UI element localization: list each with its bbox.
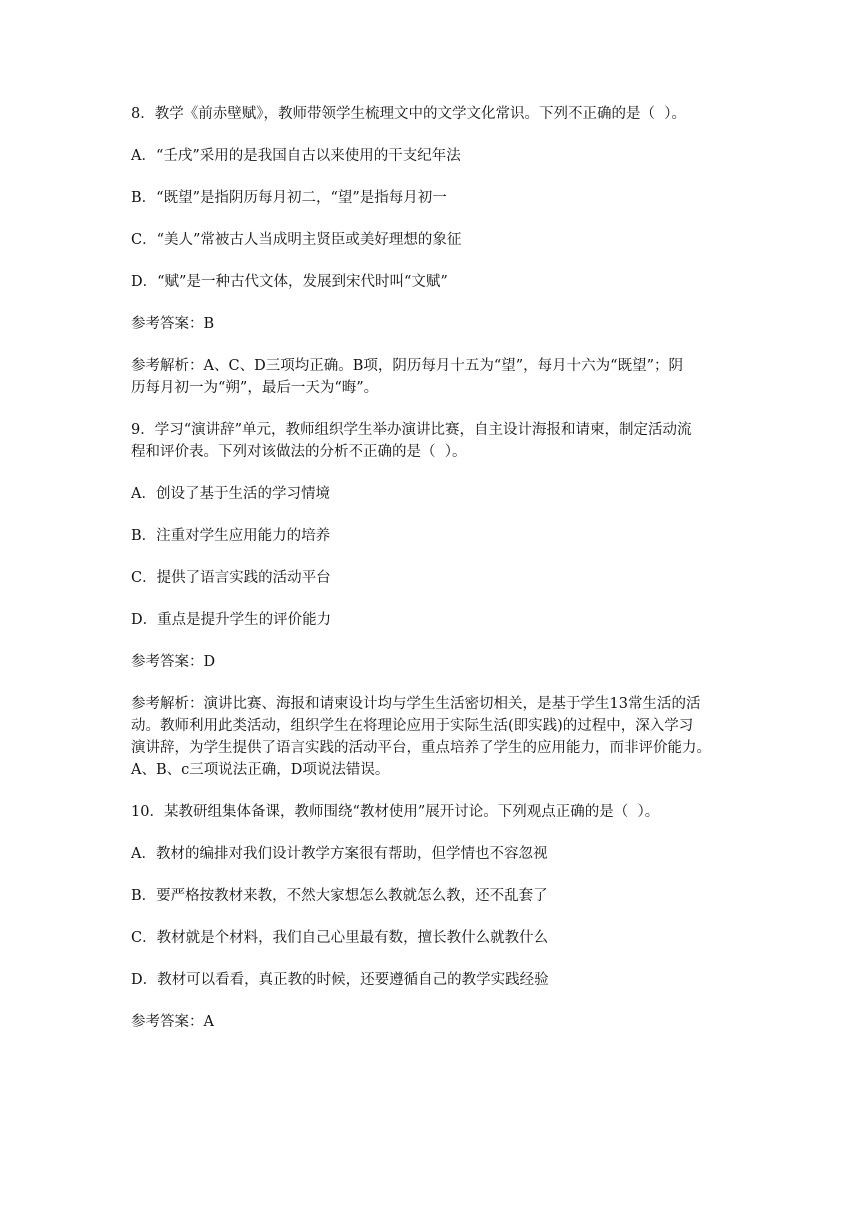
option-text: A．教材的编排对我们设计教学方案很有帮助，但学情也不容忽视 xyxy=(131,846,548,862)
document-page xyxy=(131,103,731,1053)
question-9-stem xyxy=(131,419,731,463)
analysis-line: 参考解析：演讲比赛、海报和请柬设计均与学生生活密切相关，是基于学生13常生活的活 xyxy=(131,696,701,712)
option-text: D．“赋”是一种古代文体，发展到宋代时叫“文赋” xyxy=(131,274,448,290)
question-9-option-b xyxy=(131,525,731,547)
option-text: D．重点是提升学生的评价能力 xyxy=(131,612,332,628)
analysis-line: 参考解析：A、C、D三项均正确。B项，阴历每月十五为“望”，每月十六为“既望”；阴 xyxy=(131,358,683,374)
answer-text: 参考答案：A xyxy=(131,1014,214,1030)
option-text: B．“既望”是指阴历每月初二，“望”是指每月初一 xyxy=(131,190,447,206)
question-text: 10．某教研组集体备课，教师围绕“教材使用”展开讨论。下列观点正确的是（ ）。 xyxy=(131,804,660,820)
question-8-option-b xyxy=(131,187,731,209)
question-8-option-d xyxy=(131,271,731,293)
question-8-option-a xyxy=(131,145,731,167)
option-text: D．教材可以看看，真正教的时候，还要遵循自己的教学实践经验 xyxy=(131,972,549,988)
question-8-stem xyxy=(131,103,731,125)
option-text: C．教材就是个材料，我们自己心里最有数，擅长教什么就教什么 xyxy=(131,930,549,946)
option-text: B．要严格按教材来教，不然大家想怎么教就怎么教，还不乱套了 xyxy=(131,888,548,904)
question-text: 8．教学《前赤壁赋》，教师带领学生梳理文中的文学文化常识。下列不正确的是（ ）。 xyxy=(131,106,686,122)
option-text: C．提供了语言实践的活动平台 xyxy=(131,570,331,586)
question-8-answer xyxy=(131,313,731,335)
option-text: A．创设了基于生活的学习情境 xyxy=(131,486,330,502)
option-text: A．“壬戌”采用的是我国自古以来使用的干支纪年法 xyxy=(131,148,461,164)
question-text: 程和评价表。下列对该做法的分析不正确的是（ ）。 xyxy=(131,444,467,460)
question-10-answer xyxy=(131,1011,731,1033)
question-9-answer xyxy=(131,651,731,673)
question-10-option-c xyxy=(131,927,731,949)
question-9-option-c xyxy=(131,567,731,589)
answer-text: 参考答案：B xyxy=(131,316,215,332)
analysis-line: 历每月初一为“朔”，最后一天为“晦”。 xyxy=(131,380,379,396)
analysis-line: 演讲辞，为学生提供了语言实践的活动平台，重点培养了学生的应用能力，而非评价能力。 xyxy=(131,740,711,756)
answer-text: 参考答案：D xyxy=(131,654,216,670)
question-10-option-b xyxy=(131,885,731,907)
question-8-analysis xyxy=(131,355,731,399)
option-text: B．注重对学生应用能力的培养 xyxy=(131,528,331,544)
question-9-analysis xyxy=(131,693,731,781)
question-10-stem xyxy=(131,801,731,823)
analysis-line: A、B、c三项说法正确，D项说法错误。 xyxy=(131,762,390,778)
analysis-line: 动。教师利用此类活动，组织学生在将理论应用于实际生活(即实践)的过程中，深入学习 xyxy=(131,718,694,734)
option-text: C．“美人”常被古人当成明主贤臣或美好理想的象征 xyxy=(131,232,462,248)
question-9-option-a xyxy=(131,483,731,505)
question-text: 9．学习“演讲辞”单元，教师组织学生举办演讲比赛，自主设计海报和请柬，制定活动流 xyxy=(131,422,692,438)
question-10-option-a xyxy=(131,843,731,865)
question-10-option-d xyxy=(131,969,731,991)
question-8-option-c xyxy=(131,229,731,251)
question-9-option-d xyxy=(131,609,731,631)
